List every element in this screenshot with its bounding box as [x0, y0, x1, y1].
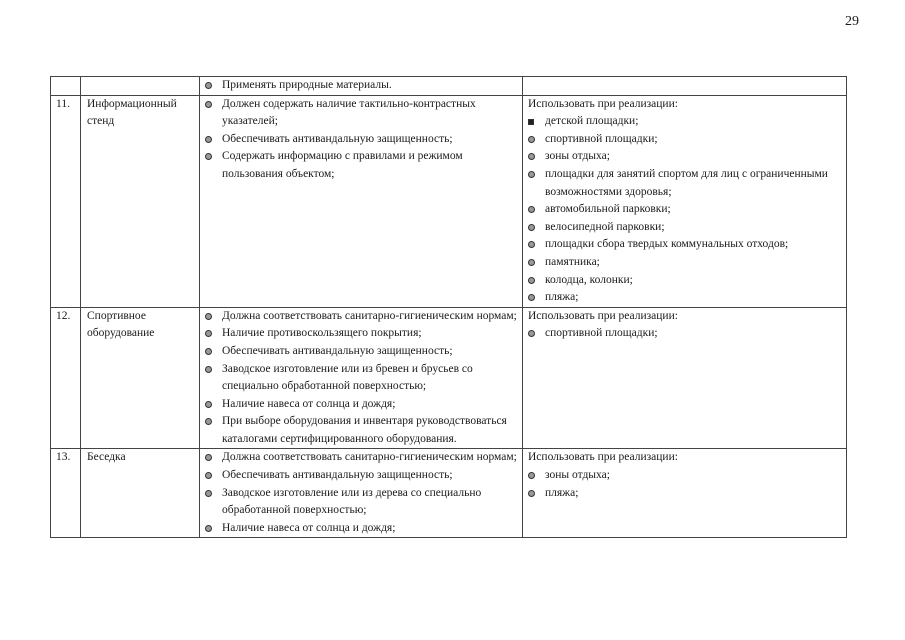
list-item: автомобильной парковки; — [527, 201, 842, 219]
bullet-icon — [528, 206, 535, 213]
bullet-icon — [205, 401, 212, 408]
bullet-icon — [528, 224, 535, 231]
bullet-icon — [205, 153, 212, 160]
usage-cell — [523, 77, 847, 96]
bullet-icon — [205, 348, 212, 355]
bullet-icon — [528, 277, 535, 284]
list-item: памятника; — [527, 254, 842, 272]
list-item: Наличие противоскользящего покрытия; — [204, 325, 518, 343]
bullet-icon — [205, 366, 212, 373]
list-item: Обеспечивать антивандальную защищенность; — [204, 343, 518, 361]
requirements-cell — [200, 77, 523, 96]
list-item: Применять природные материалы. — [204, 77, 518, 95]
row-number-cell: 12. — [51, 307, 81, 449]
bullet-icon — [528, 259, 535, 266]
row-number-cell: 11. — [51, 95, 81, 307]
usage-cell — [523, 307, 847, 449]
list-item: площадки сбора твердых коммунальных отходов; — [527, 236, 842, 254]
bullet-icon — [205, 525, 212, 532]
list-item: зоны отдыха; — [527, 467, 842, 485]
bullet-icon — [205, 418, 212, 425]
bullet-icon — [528, 330, 535, 337]
usage-title: Использовать при реализации: — [528, 451, 678, 464]
list-item: При выборе оборудования и инвентаря руководствоваться каталогами сертифицированного оборудования. — [204, 413, 518, 448]
list-item: Должна соответствовать санитарно-гигиеническим нормам; — [204, 449, 518, 467]
bullet-icon — [528, 490, 535, 497]
list-item: Заводское изготовление или из дерева со специально обработанной поверхностью; — [204, 485, 518, 520]
row-name-cell — [81, 77, 200, 96]
bullet-icon — [205, 330, 212, 337]
list-item: зоны отдыха; — [527, 148, 842, 166]
bullet-icon — [205, 313, 212, 320]
bullet-icon — [205, 490, 212, 497]
list-item: пляжа; — [527, 485, 842, 503]
list-item: площадки для занятий спортом для лиц с ограниченными возможностями здоровья; — [527, 166, 842, 201]
row-name-cell: Спортивное оборудование — [81, 307, 200, 449]
requirements-cell — [200, 95, 523, 307]
row-number-cell — [51, 77, 81, 96]
list-item: Содержать информацию с правилами и режимом пользования объектом; — [204, 148, 518, 183]
bullet-icon — [528, 472, 535, 479]
bullet-icon — [205, 136, 212, 143]
row-name-cell: Информационный стенд — [81, 95, 200, 307]
list-item: спортивной площадки; — [527, 325, 842, 343]
table-row — [51, 95, 847, 307]
usage-title: Использовать при реализации: — [528, 309, 678, 322]
requirements-table — [50, 76, 847, 538]
usage-title: Использовать при реализации: — [528, 97, 678, 110]
list-item: Наличие навеса от солнца и дождя; — [204, 396, 518, 414]
table-row — [51, 449, 847, 538]
list-item: Заводское изготовление или из бревен и брусьев со специально обработанной поверхностью; — [204, 361, 518, 396]
list-item: спортивной площадки; — [527, 131, 842, 149]
bullet-icon — [528, 294, 535, 301]
list-item: Должна соответствовать санитарно-гигиеническим нормам; — [204, 308, 518, 326]
table-row — [51, 307, 847, 449]
list-item: Должен содержать наличие тактильно-контрастных указателей; — [204, 96, 518, 131]
bullet-icon — [528, 153, 535, 160]
usage-cell — [523, 95, 847, 307]
page-number: 29 — [845, 14, 859, 29]
bullet-icon — [205, 472, 212, 479]
row-number-cell: 13. — [51, 449, 81, 538]
list-item: пляжа; — [527, 289, 842, 307]
bullet-icon — [528, 136, 535, 143]
bullet-icon — [528, 171, 535, 178]
list-item: велосипедной парковки; — [527, 219, 842, 237]
list-item: детской площадки; — [527, 113, 842, 131]
bullet-icon — [205, 454, 212, 461]
bullet-icon — [528, 241, 535, 248]
list-item: Обеспечивать антивандальную защищенность; — [204, 131, 518, 149]
list-item: Обеспечивать антивандальную защищенность; — [204, 467, 518, 485]
list-item: Наличие навеса от солнца и дождя; — [204, 520, 518, 538]
bullet-icon — [205, 101, 212, 108]
list-item: колодца, колонки; — [527, 272, 842, 290]
table-row — [51, 77, 847, 96]
bullet-icon — [205, 82, 212, 89]
requirements-cell — [200, 307, 523, 449]
bullet-square-icon — [528, 119, 534, 125]
row-name-cell: Беседка — [81, 449, 200, 538]
usage-cell — [523, 449, 847, 538]
requirements-cell — [200, 449, 523, 538]
